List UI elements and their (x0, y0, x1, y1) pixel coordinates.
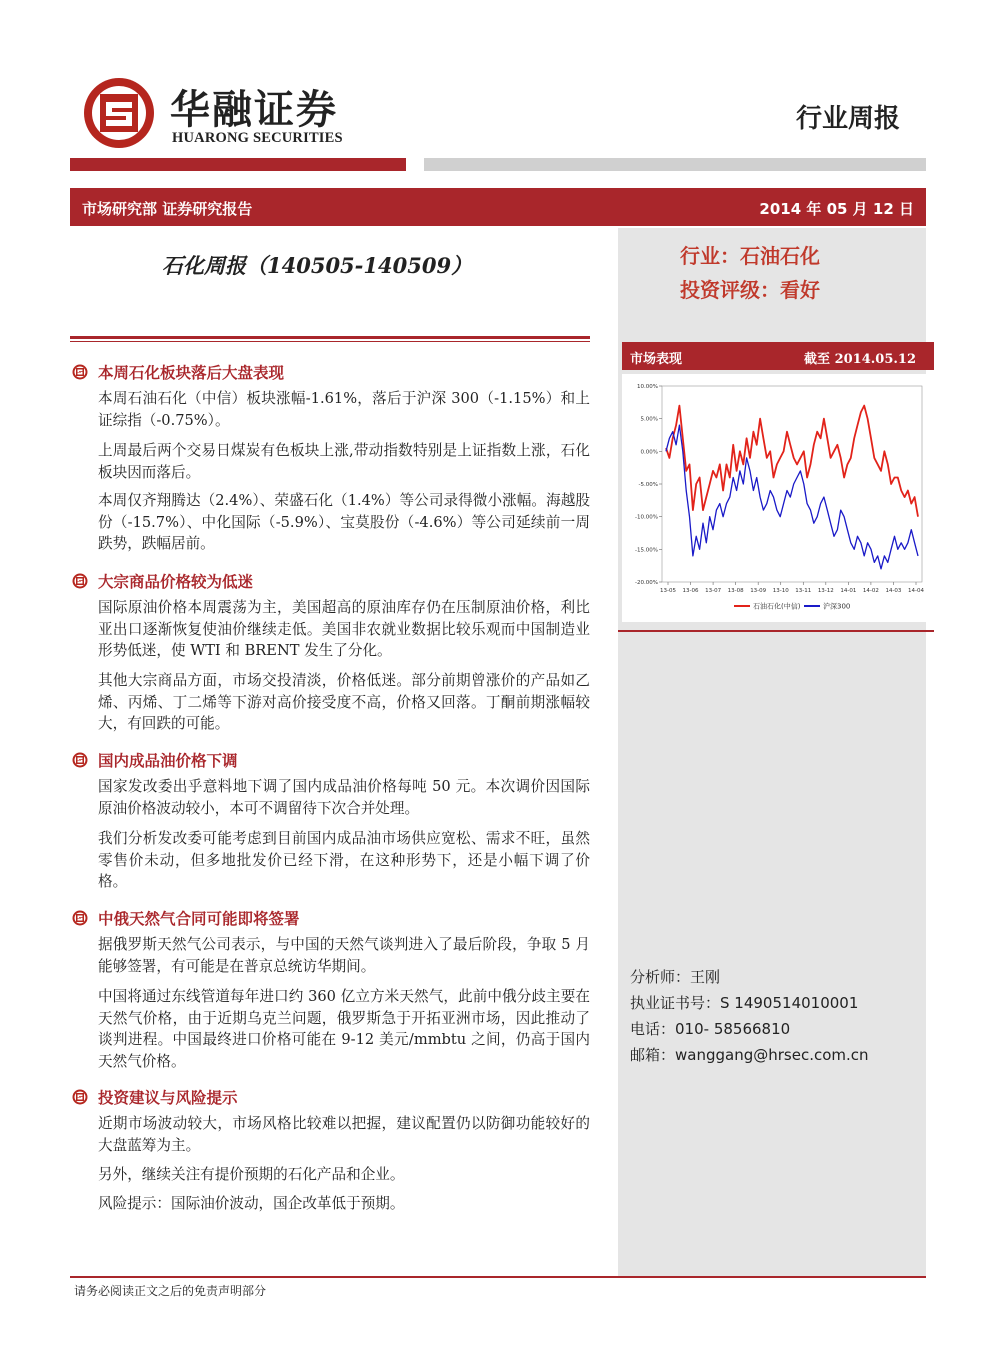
series-line (666, 406, 918, 517)
market-performance-date: 截至 2014.05.12 (804, 352, 916, 367)
section-title: 本周石化板块落后大盘表现 (98, 363, 285, 382)
x-tick-label: 13-12 (817, 588, 834, 594)
title-rule-thin (70, 341, 590, 342)
brand-name-cn: 华融证券 (170, 87, 338, 133)
report-type: 行业周报 (795, 104, 900, 134)
legend-label: 石油石化(中信) (753, 602, 801, 611)
x-tick-label: 13-08 (727, 588, 744, 594)
paragraph: 国家发改委出乎意料地下调了国内成品油价格每吨 50 元。本次调价因国际原油价格波动较小，本可不调留待下次合并处理。 (98, 778, 590, 817)
department-label: 市场研究部 证券研究报告 (82, 200, 253, 218)
phone-label: 电话： (630, 1020, 676, 1038)
x-tick-label: 13-05 (660, 588, 676, 594)
series-line (666, 425, 918, 569)
section-bullet-icon (72, 752, 88, 768)
x-tick-label: 14-04 (908, 588, 924, 594)
market-chart (622, 374, 928, 622)
section-bullet-icon (72, 573, 88, 589)
y-tick-label: -15.00% (635, 547, 658, 554)
license-number: S 1490514010001 (720, 994, 859, 1012)
paragraph: 其他大宗商品方面，市场交投清淡，价格低迷。部分前期曾涨价的产品如乙烯、丙烯、丁二烯等下游对高价接受度不高，价格又回落。丁酮前期涨幅较大，有回跌的可能。 (98, 672, 590, 732)
x-tick-label: 14-03 (885, 588, 902, 594)
paragraph: 本周石油石化（中信）板块涨幅-1.61%，落后于沪深 300（-1.15%）和上证综指（-0.75%）。 (98, 390, 590, 429)
header-gray-bar (424, 158, 926, 171)
email-line (630, 1044, 869, 1065)
phone-number: 010- 58566810 (675, 1020, 791, 1038)
phone-line (630, 1018, 790, 1039)
section-title: 投资建议与风险提示 (98, 1088, 238, 1107)
x-tick-label: 14-02 (862, 588, 879, 594)
paragraph: 上周最后两个交易日煤炭有色板块上涨,带动指数特别是上证指数上涨，石化板块因而落后。 (98, 442, 590, 481)
x-tick-label: 13-06 (682, 588, 699, 594)
page-title: 石化周报（140505-140509） (162, 253, 473, 278)
paragraph: 据俄罗斯天然气公司表示，与中国的天然气谈判进入了最后阶段，争取 5 月能够签署，有可能是在普京总统访华期间。 (98, 936, 590, 975)
market-performance-bar (622, 342, 934, 370)
chart-divider (618, 630, 934, 632)
y-tick-label: -10.00% (635, 514, 658, 521)
x-tick-label: 13-09 (750, 588, 767, 594)
y-tick-label: 5.00% (640, 416, 658, 423)
section-heading (72, 908, 300, 928)
x-tick-label: 14-01 (840, 588, 857, 594)
section-bullet-icon (72, 910, 88, 926)
email-label: 邮箱： (630, 1046, 676, 1064)
paragraph: 我们分析发改委可能考虑到目前国内成品油市场供应宽松、需求不旺，虽然零售价未动，但多地批发价已经下滑，在这种形势下，还是小幅下调了价格。 (98, 830, 590, 890)
y-tick-label: -20.00% (635, 580, 658, 586)
title-rule (70, 336, 590, 339)
paragraph: 本周仅齐翔腾达（2.4%）、荣盛石化（1.4%）等公司录得微小涨幅。海越股份（-15.7%）、中化国际（-5.9%）、宝莫股份（-4.6%）等公司延续前一周跌势，跌幅居前。 (98, 492, 590, 552)
header-accent-bar (70, 158, 406, 171)
industry-label: 行业：石油石化 (680, 244, 820, 268)
section-title: 大宗商品价格较为低迷 (98, 572, 254, 591)
paragraph: 中国将通过东线管道每年进口约 360 亿立方米天然气，此前中俄分歧主要在天然气价格，由于近期乌克兰问题，俄罗斯急于开拓亚洲市场，因此推动了谈判进程。中国最终进口价格可能在 9-12 美元/mmbtu 之间，仍高于国内天然气价格。 (98, 988, 590, 1070)
section-heading (72, 362, 284, 382)
analyst-name: 分析师：王刚 (630, 968, 721, 986)
section-bullet-icon (72, 364, 88, 380)
paragraph: 风险提示：国际油价波动，国企改革低于预期。 (98, 1195, 405, 1212)
x-tick-label: 13-10 (772, 588, 789, 594)
email-address[interactable]: wanggang@hrsec.com.cn (675, 1046, 869, 1064)
paragraph: 另外，继续关注有提价预期的石化产品和企业。 (98, 1166, 405, 1183)
market-chart-svg (622, 374, 928, 622)
y-tick-label: 10.00% (637, 384, 658, 390)
rating-label: 投资评级：看好 (680, 278, 820, 302)
disclaimer-note: 请务必阅读正文之后的免责声明部分 (74, 1284, 267, 1298)
license-line (630, 992, 858, 1013)
y-tick-label: -5.00% (638, 482, 658, 488)
section-heading (72, 1087, 238, 1107)
paragraph: 近期市场波动较大，市场风格比较难以把握，建议配置仍以防御功能较好的大盘蓝筹为主。 (98, 1115, 590, 1154)
section-title: 中俄天然气合同可能即将签署 (98, 909, 300, 928)
license-label: 执业证书号： (630, 994, 721, 1012)
report-date: 2014 年 05 月 12 日 (759, 200, 914, 218)
x-tick-label: 13-07 (705, 588, 722, 594)
section-title: 国内成品油价格下调 (98, 751, 238, 770)
x-tick-label: 13-11 (795, 588, 812, 594)
section-heading (72, 750, 238, 770)
brand-name-en: HUARONG SECURITIES (172, 130, 343, 146)
section-bullet-icon (72, 1089, 88, 1105)
paragraph: 国际原油价格本周震荡为主，美国超高的原油库存仍在压制原油价格，利比亚出口逐渐恢复使油价继续走低。美国非农就业数据比较乐观而中国制造业形势低迷，使 WTI 和 BRENT 发生了分化。 (98, 599, 590, 659)
section-heading (72, 571, 253, 591)
legend-label: 沪深300 (823, 602, 851, 611)
market-performance-label: 市场表现 (630, 352, 683, 367)
y-tick-label: 0.00% (640, 449, 658, 456)
footer-rule (70, 1276, 926, 1278)
huarong-logo-icon (82, 76, 156, 150)
report-banner (70, 188, 926, 226)
